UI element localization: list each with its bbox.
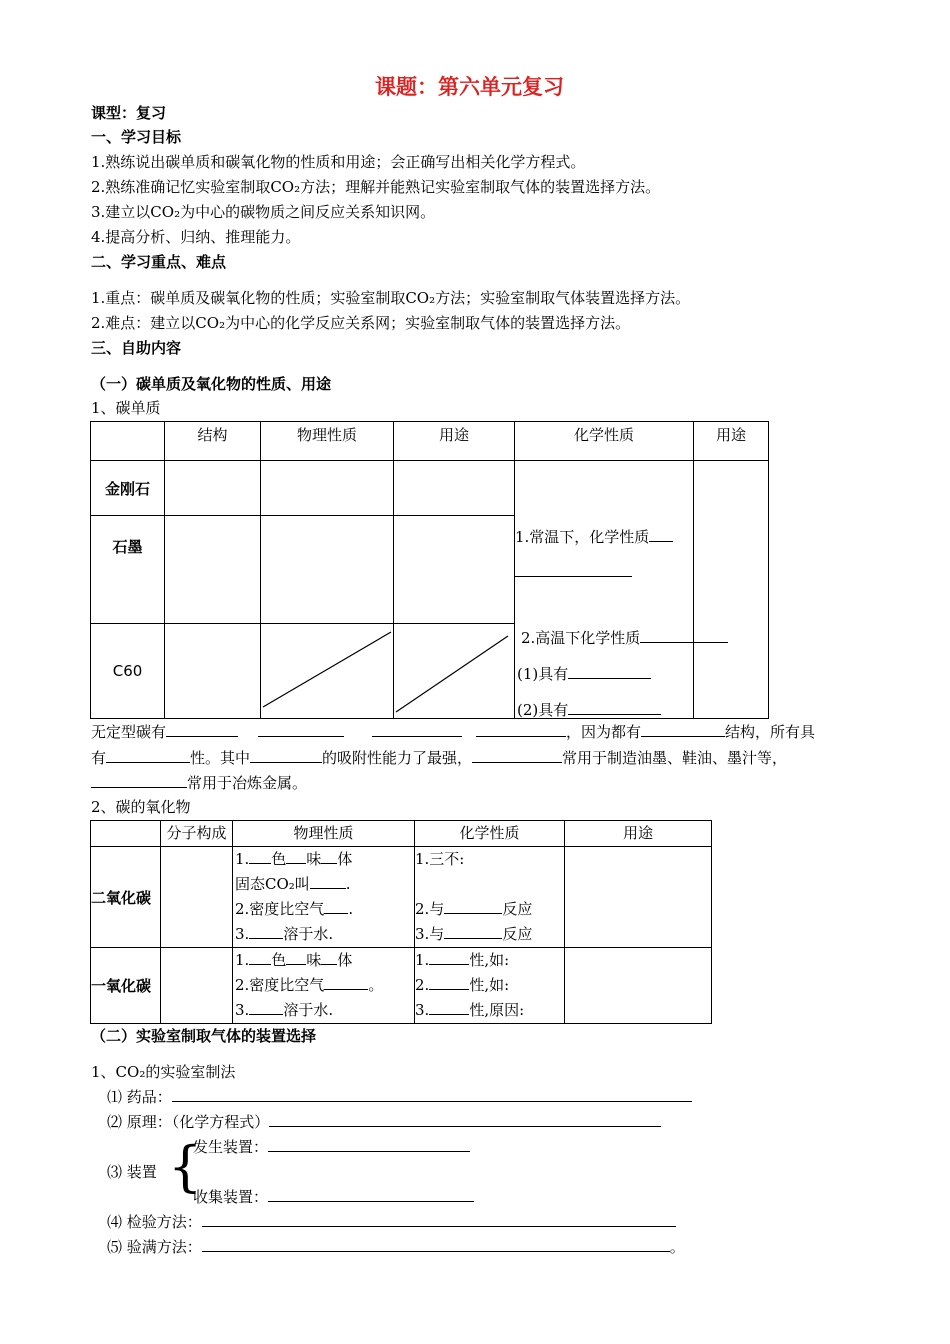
header-physical: 物理性质 — [233, 821, 415, 847]
cell-blank — [694, 461, 769, 719]
header-blank — [91, 821, 161, 847]
amorphous-line1: 无定型碳有 ，因为都有 结构，所有具 — [91, 723, 816, 741]
co-chemical-cell: 1. 性,如: 2. 性,如: 3. 性,原因: — [415, 948, 565, 1024]
objective-item: 1.熟练说出碳单质和碳氧化物的性质和用途；会正确写出相关化学方程式。 — [91, 153, 586, 171]
header-blank — [91, 422, 165, 461]
cell-blank — [261, 516, 394, 624]
keypoint-item: 2.难点：建立以CO₂为中心的化学反应关系网；实验室制取气体的装置选择方法。 — [91, 314, 631, 332]
lab-test: ⑷ 检验方法： — [107, 1212, 676, 1232]
chem-item: 1.常温下，化学性质 — [515, 528, 650, 546]
lab-collector: 收集装置： — [193, 1187, 474, 1207]
co2-physical-cell: 1. 色 味 体 固态CO₂叫 . 2.密度比空气 . 3. 溶于水. — [233, 847, 415, 948]
objective-item: 2.熟练准确记忆实验室制取CO₂方法；理解并能熟记实验室制取气体的装置选择方法。 — [91, 178, 661, 196]
cell-crossed — [261, 624, 394, 719]
cell-blank — [161, 948, 233, 1024]
header-structure: 结构 — [165, 422, 261, 461]
cell-blank — [165, 516, 261, 624]
row-diamond: 金刚石 — [91, 461, 165, 516]
cell-crossed — [394, 624, 515, 719]
header-use: 用途 — [694, 422, 769, 461]
oxide-table — [90, 820, 712, 1024]
header-physical: 物理性质 — [261, 422, 394, 461]
subsection2-heading: （二）实验室制取气体的装置选择 — [91, 1027, 317, 1045]
chem-item: 2.高温下化学性质 — [521, 629, 641, 647]
co2-chemical-cell: 1.三不: 2.与 反应 3.与 反应 — [415, 847, 565, 948]
row-graphite: 石墨 — [91, 516, 165, 624]
carbon-elements-label: 1、碳单质 — [91, 399, 161, 417]
lesson-type: 课型：复习 — [91, 104, 167, 122]
lab-generator: 发生装置： — [193, 1137, 470, 1157]
cell-blank — [394, 461, 515, 516]
lab-drugs: ⑴ 药品： — [107, 1087, 692, 1107]
header-chemical: 化学性质 — [515, 422, 694, 461]
cell-blank — [165, 461, 261, 516]
brace-icon: { — [168, 1135, 203, 1198]
objective-item: 4.提高分析、归纳、推理能力。 — [91, 228, 301, 246]
cell-blank — [261, 461, 394, 516]
subsection1-heading: （一）碳单质及氧化物的性质、用途 — [91, 375, 332, 393]
carbon-table — [90, 421, 769, 719]
co-physical-cell: 1. 色 味 体 2.密度比空气 。 3. 溶于水. — [233, 948, 415, 1024]
cell-blank — [565, 948, 712, 1024]
row-c60: C60 — [91, 624, 165, 719]
header-chemical: 化学性质 — [415, 821, 565, 847]
cell-blank — [394, 516, 515, 624]
lab-full: ⑸ 验满方法： 。 — [107, 1238, 685, 1256]
cell-blank — [161, 847, 233, 948]
header-molecular: 分子构成 — [161, 821, 233, 847]
section3-heading: 三、自助内容 — [91, 339, 182, 357]
amorphous-line2: 有 性。其中 的吸附性能力了最强， 常用于制造油墨、鞋油、墨汁等， — [91, 749, 788, 767]
carbon-oxides-label: 2、碳的氧化物 — [91, 798, 191, 816]
lab-apparatus: ⑶ 装置 — [107, 1163, 157, 1181]
chem-item: (2)具有 — [517, 701, 569, 719]
page-title: 课题：第六单元复习 — [375, 75, 564, 99]
diagonal-line — [394, 624, 515, 719]
section1-heading: 一、学习目标 — [91, 128, 182, 146]
row-co: 一氧化碳 — [91, 948, 161, 1024]
lab-principle: ⑵ 原理：（化学方程式） — [107, 1112, 661, 1132]
section2-heading: 二、学习重点、难点 — [91, 253, 227, 271]
cell-blank — [165, 624, 261, 719]
objective-item: 3.建立以CO₂为中心的碳物质之间反应关系知识网。 — [91, 203, 436, 221]
diagonal-line — [261, 624, 394, 719]
header-use: 用途 — [394, 422, 515, 461]
row-co2: 二氧化碳 — [91, 847, 161, 948]
keypoint-item: 1.重点：碳单质及碳氧化物的性质；实验室制取CO₂方法；实验室制取气体装置选择方法。 — [91, 289, 691, 307]
header-use: 用途 — [565, 821, 712, 847]
cell-blank — [565, 847, 712, 948]
amorphous-line3: 常用于冶炼金属。 — [91, 773, 307, 793]
lab-method-label: 1、CO₂的实验室制法 — [91, 1063, 236, 1081]
chem-item: (1)具有 — [517, 665, 569, 683]
chemical-properties-cell — [515, 461, 694, 719]
